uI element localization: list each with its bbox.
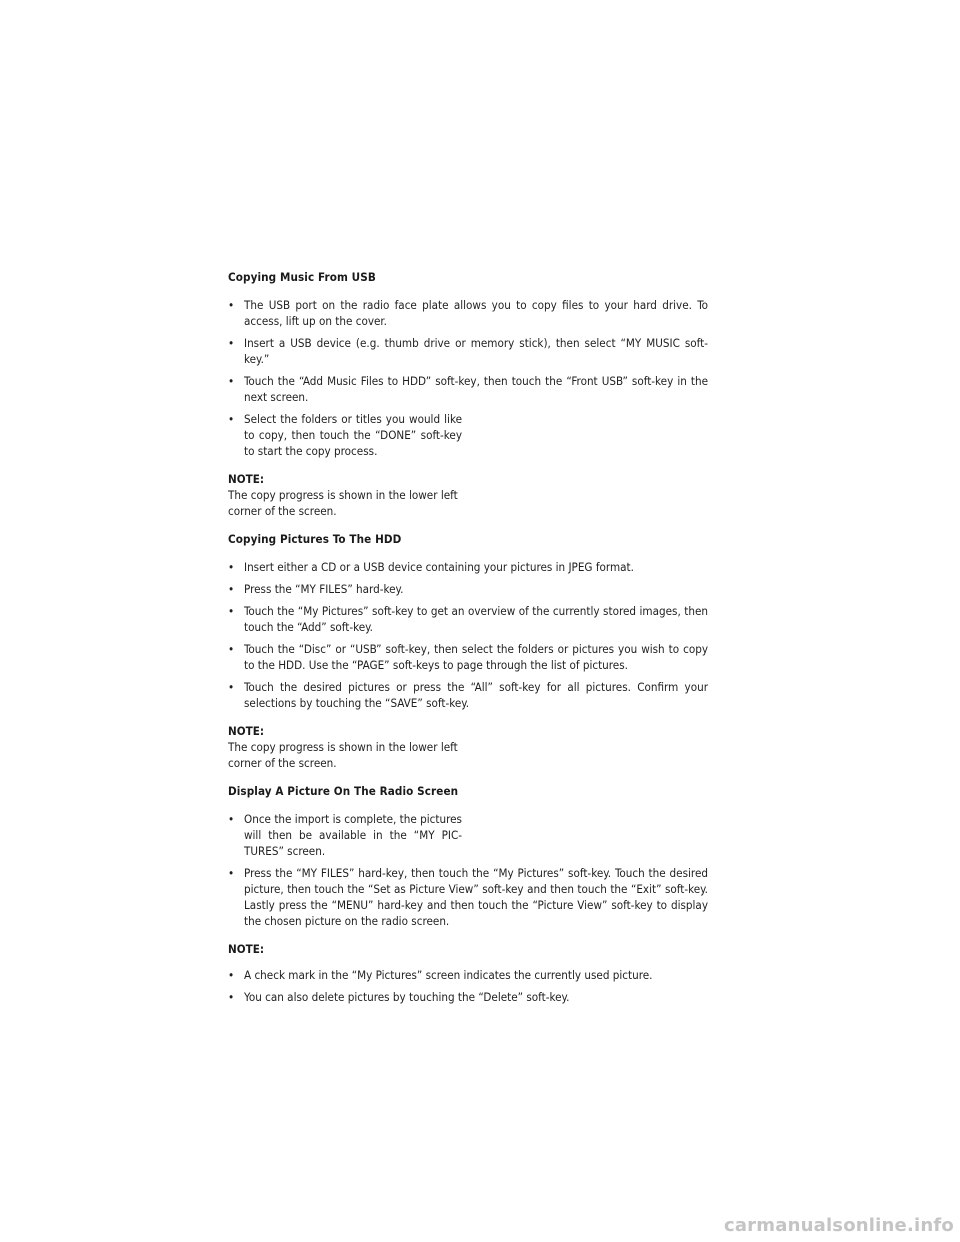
list-item: • Press the “MY FILES” hard-key, then touch the “My Pictures” soft-key. Touch the desired picture, then touch the “Set as Picture View” soft-key and then touch the “Exit” soft-key. Lastly press the “MENU” hard-key and then touch the “Picture View” soft-key to display the chosen picture on the radio screen.	[228, 865, 708, 929]
note-label: NOTE:	[228, 472, 265, 486]
note-label: NOTE:	[228, 724, 265, 738]
section-heading-display-picture: Display A Picture On The Radio Screen	[228, 784, 459, 798]
list-item: • You can also delete pictures by touching the “Delete” soft-key.	[228, 989, 708, 1005]
watermark-logo: carmanualsonline.info	[723, 1215, 954, 1236]
section-heading-copying-music: Copying Music From USB	[228, 270, 376, 284]
list-item: • Insert either a CD or a USB device containing your pictures in JPEG format.	[228, 559, 708, 575]
list-item: • Touch the “My Pictures” soft-key to get an overview of the currently stored images, then touch the “Add” soft-key.	[228, 603, 708, 635]
list-item: • A check mark in the “My Pictures” screen indicates the currently used picture.	[228, 967, 708, 983]
list-item: • Touch the “Add Music Files to HDD” soft-key, then touch the “Front USB” soft-key in the next screen.	[228, 373, 708, 405]
manual-page-content	[228, 269, 708, 1017]
note-text: The copy progress is shown in the lower left corner of the screen.	[228, 740, 458, 770]
copying-pictures-steps	[228, 559, 708, 711]
note-text: The copy progress is shown in the lower left corner of the screen.	[228, 488, 458, 518]
section-heading-copying-pictures: Copying Pictures To The HDD	[228, 532, 402, 546]
list-item: • Select the folders or titles you would like to copy, then touch the “DONE” soft-key to start the copy process.	[228, 411, 462, 459]
display-picture-steps	[228, 811, 708, 929]
list-item: • Insert a USB device (e.g. thumb drive or memory stick), then select “MY MUSIC soft-key.”	[228, 335, 708, 367]
note-bullets	[228, 967, 708, 1005]
copying-music-steps	[228, 297, 708, 459]
list-item: • Once the import is complete, the pictures will then be available in the “MY PIC-TURES” screen.	[228, 811, 462, 859]
list-item: • The USB port on the radio face plate allows you to copy files to your hard drive. To access, lift up on the cover.	[228, 297, 708, 329]
list-item: • Press the “MY FILES” hard-key.	[228, 581, 708, 597]
list-item: • Touch the desired pictures or press the “All” soft-key for all pictures. Confirm your selections by touching the “SAVE” soft-key.	[228, 679, 708, 711]
list-item: • Touch the “Disc” or “USB” soft-key, then select the folders or pictures you wish to copy to the HDD. Use the “PAGE” soft-keys to page through the list of pictures.	[228, 641, 708, 673]
note-label: NOTE:	[228, 942, 265, 956]
